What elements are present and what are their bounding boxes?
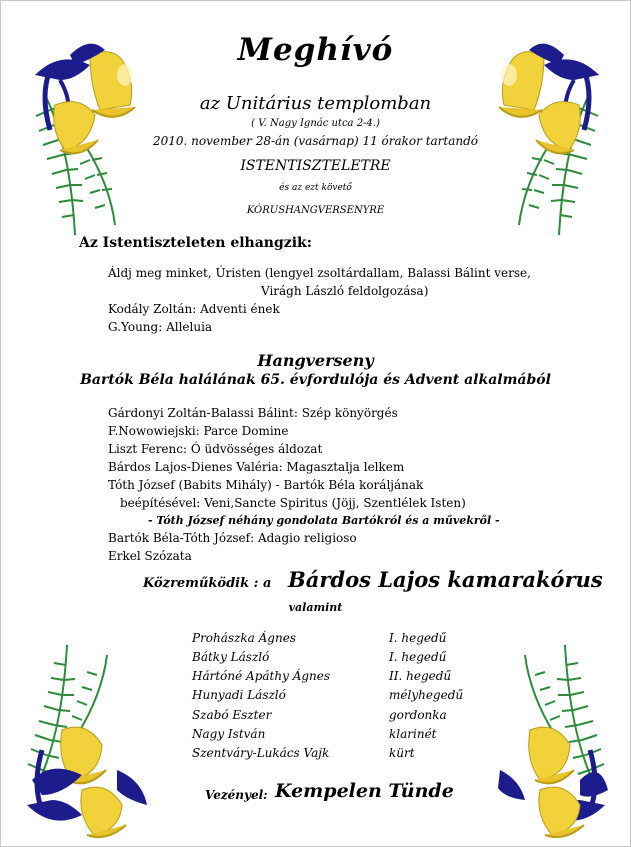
musician-name: Hártóné Apáthy Ágnes (192, 669, 331, 683)
venue-line: az Unitárius templomban (199, 93, 432, 114)
performers-label: Közreműködik : a (143, 576, 272, 591)
service-item: Virágh László feldolgozása) (261, 284, 429, 298)
musician-name: Nagy István (192, 727, 266, 741)
program-item: Bárdos Lajos-Dienes Valéria: Magasztalja lelkem (108, 460, 405, 474)
musician-name: Bátky László (192, 650, 270, 664)
date-line: 2010. november 28-án (vasárnap) 11 órakor tartandó (152, 134, 479, 148)
concert-heading: Hangverseny (257, 351, 374, 370)
address-line: ( V. Nagy Ignác utca 2-4.) (251, 118, 380, 129)
conductor-name: Kempelen Tünde (275, 780, 454, 802)
choir-name: Bárdos Lajos kamarakórus (288, 567, 603, 592)
musician-name: Prohászka Ágnes (192, 631, 296, 645)
service-heading: Az Istentiszteleten elhangzik: (79, 235, 312, 251)
musician-instrument: mélyhegedű (389, 688, 464, 702)
musician-name: Szabó Eszter (192, 708, 272, 722)
musician-name: Szentváry-Lukács Vajk (192, 746, 330, 760)
musician-instrument: II. hegedű (389, 669, 452, 683)
service-item: G.Young: Alleluia (108, 320, 213, 334)
program-item: beépítésével: Veni,Sancte Spiritus (Jöjj, Szentlélek Isten) (120, 496, 466, 510)
program-note: - Tóth József néhány gondolata Bartókról és a művekről - (148, 514, 500, 527)
program-item: Erkel Szózata (108, 549, 192, 563)
conductor-label: Vezényel: (205, 788, 268, 802)
program-item: Liszt Ferenc: Ó üdvösséges áldozat (108, 442, 323, 456)
musician-instrument: I. hegedű (389, 650, 447, 664)
service-item: Kodály Zoltán: Adventi ének (108, 302, 280, 316)
musician-instrument: klarinét (389, 727, 437, 741)
musician-instrument: gordonka (389, 708, 447, 722)
program-item: F.Nowowiejski: Parce Domine (108, 424, 289, 438)
christmas-bells-bottom-left-icon (22, 630, 152, 845)
and-following: és az ezt követő (279, 183, 352, 193)
invitation-title: Meghívó (237, 32, 394, 68)
christmas-bells-bottom-right-icon (480, 630, 610, 845)
service-item: Áldj meg minket, Úristen (lengyel zsoltárdallam, Balassi Bálint verse, (108, 266, 531, 280)
musician-instrument: I. hegedű (389, 631, 447, 645)
program-item: Tóth József (Babits Mihály) - Bartók Béla koráljának (108, 478, 424, 492)
concert-word: KÓRUSHANGVERSENYRE (246, 205, 385, 216)
program-item: Bartók Béla-Tóth József: Adagio religioso (108, 531, 357, 545)
also-word: valamint (288, 601, 343, 614)
concert-subheading: Bartók Béla halálának 65. évfordulója és Advent alkalmából (80, 372, 551, 388)
musician-instrument: kürt (389, 746, 415, 760)
musician-name: Hunyadi László (192, 688, 286, 702)
service-word: ISTENTISZTELETRE (240, 158, 391, 174)
program-item: Gárdonyi Zoltán-Balassi Bálint: Szép könyörgés (108, 406, 398, 420)
